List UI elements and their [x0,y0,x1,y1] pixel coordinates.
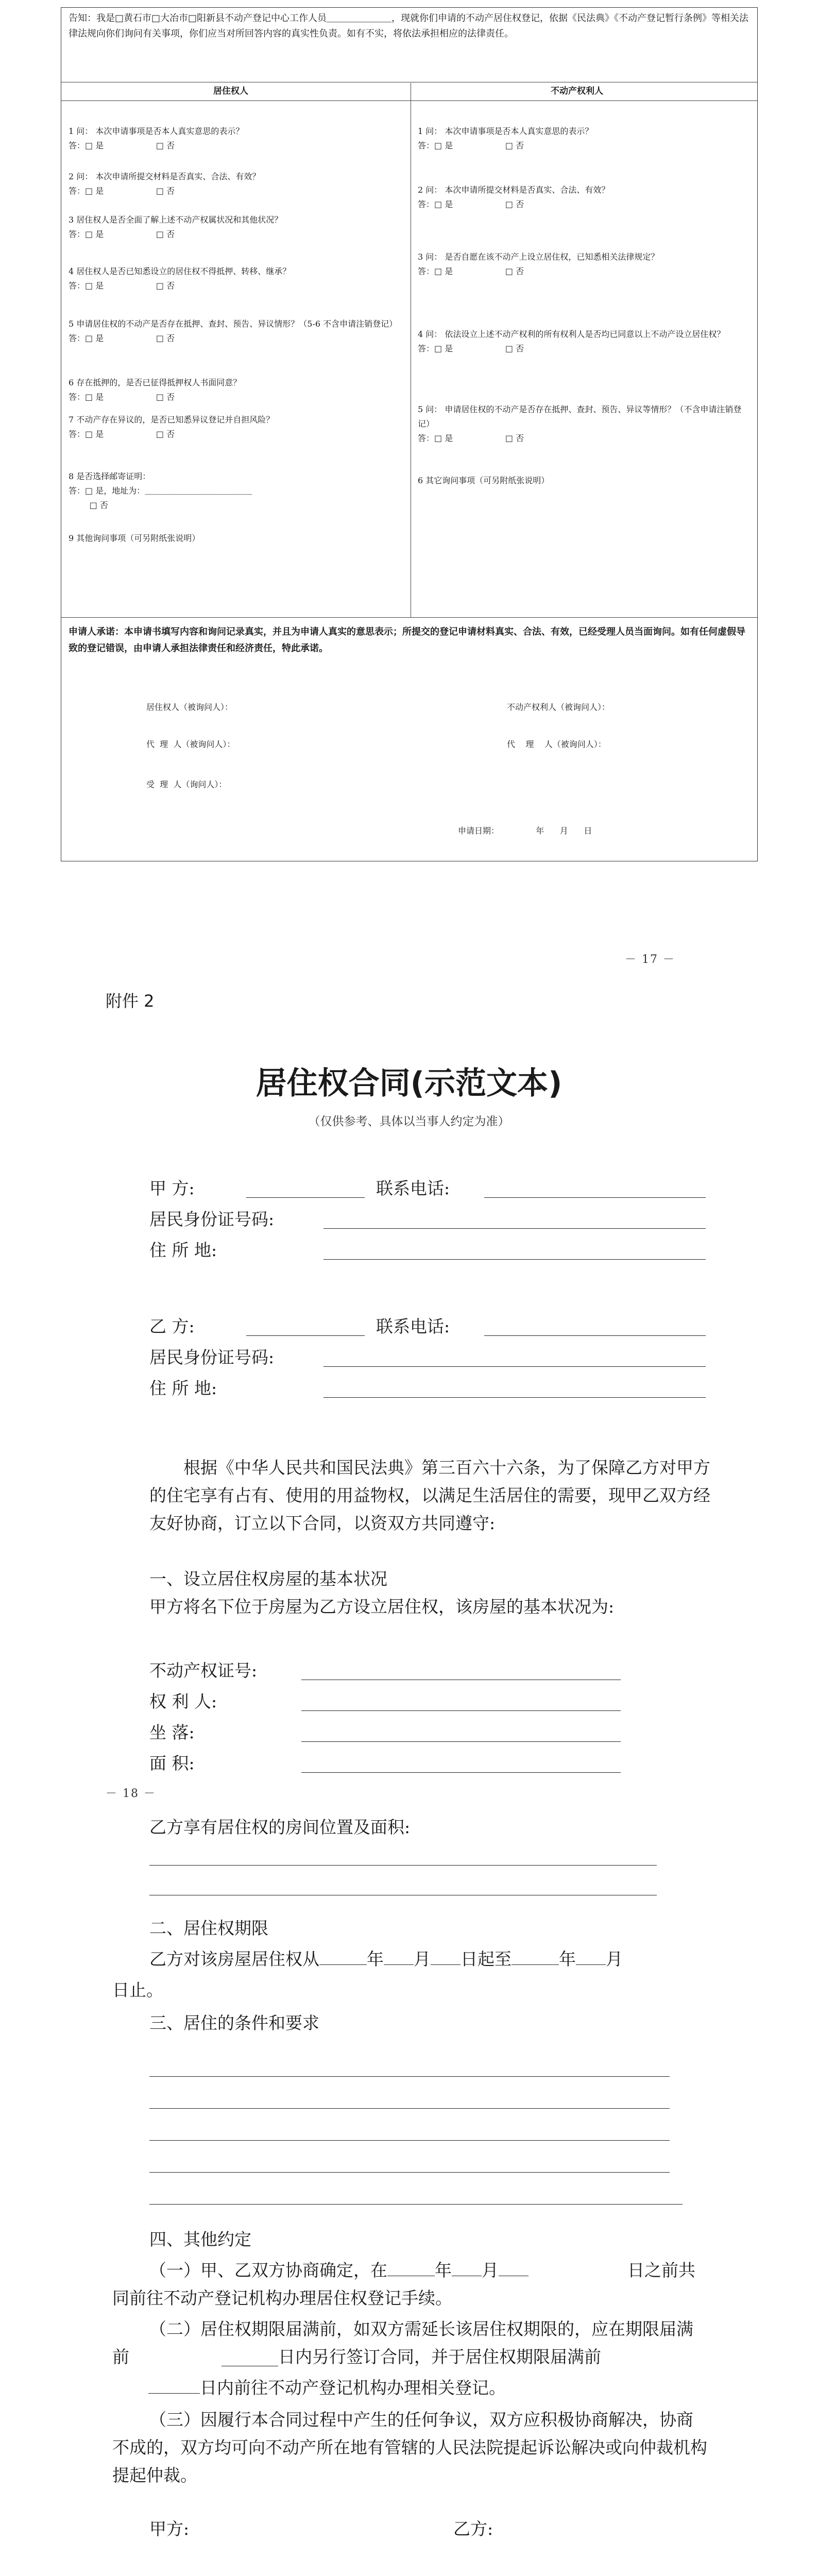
owner-label: 权 利 人: [149,1691,217,1711]
sig-owner: 不动产权利人（被询问人）： [507,702,610,712]
sign-party-b: 乙方: [453,2519,493,2539]
section-4-heading: 四、其他约定 [149,2229,251,2249]
party-a-id-field[interactable] [323,1228,706,1229]
party-b-address-field[interactable] [323,1397,706,1398]
question-text: 2 问： 本次申请所提交材料是否真实、合法、有效？ [69,172,261,181]
question-text: 1 问： 本次申请事项是否本人真实意思的表示？ [69,126,244,136]
left-q4 [69,264,403,293]
term-year-unit: 年 [367,1949,384,1969]
room-field-1[interactable] [149,1865,657,1866]
other-2-c: 日内前往不动产登记机构办理相关登记。 [200,2378,506,2398]
condition-field-2[interactable] [149,2108,670,2109]
reg-month-unit: 月 [482,2260,499,2280]
other-2-a: （二）居住权期限届满前，如双方需延长该居住权期限的，应在期限届满前 [112,2319,693,2367]
sig-agent-right: 代 理 人（被询问人）： [507,739,606,749]
left-q7 [69,413,403,442]
party-b-contact-label: 联系电话: [376,1316,450,1336]
term-prefix: 乙方对该房屋居住权从 [149,1949,319,1969]
section-1-text: 甲方将名下位于房屋为乙方设立居住权，该房屋的基本状况为: [149,1597,615,1617]
answer-options[interactable]: 答：□ 是，地址为：＿＿＿＿＿＿＿＿＿＿＿＿＿ □ 否 [69,486,252,510]
divider [61,617,757,618]
other-2-b: 日内另行签订合同，并于居住权期限届满前 [278,2347,601,2367]
answer-options[interactable]: 答：□ 是 □ 否 [69,141,175,150]
party-a-contact-label: 联系电话: [376,1178,450,1198]
party-b-id-label: 居民身份证号码: [149,1347,275,1367]
term-end: 日止。 [112,1980,163,2000]
left-q2 [69,170,403,198]
form-notice: 告知：我是□黄石市□大冶市□阳新县不动产登记中心工作人员＿＿＿＿＿＿＿，现就你们申请的不动产居住权登记，依据《民法典》《不动产登记暂行条例》等相关法律法规向你们询问有关事项，你们应当对所回答内容的真实性负责。如有不实，将依法承担相应的法律责任。 [69,13,749,39]
condition-field-3[interactable] [149,2140,670,2141]
question-text: 2 问： 本次申请所提交材料是否真实、合法、有效？ [418,185,610,195]
right-q3 [418,250,747,279]
answer-options[interactable]: 答：□ 是 □ 否 [418,344,524,353]
term-to: 日起至 [461,1949,512,1969]
question-text: 3 问： 是否自愿在该不动产上设立居住权，已知悉相关法律规定？ [418,252,659,262]
other-3: （三）因履行本合同过程中产生的任何争议，双方应积极协商解决，协商不成的，双方均可向不动产所在地有管辖的人民法院提起诉讼解决或向仲裁机构提起仲裁。 [112,2410,707,2485]
question-text: 5 问： 申请居住权的不动产是否存在抵押、查封、预告、异议等情形？（不含申请注销登记） [418,404,742,429]
reg-year-unit: 年 [435,2260,452,2280]
party-a-address-label: 住 所 地: [149,1240,217,1260]
section-2-heading: 二、居住权期限 [149,1918,268,1938]
party-b-field[interactable] [246,1335,365,1336]
contract-title: 居住权合同(示范文本) [255,1065,563,1101]
answer-options[interactable]: 答：□ 是 □ 否 [418,141,524,150]
divider [61,100,757,101]
party-a-contact-field[interactable] [484,1197,706,1198]
question-text: 4 居住权人是否已知悉设立的居住权不得抵押、转移、继承？ [69,266,291,276]
location-field[interactable] [301,1741,621,1742]
application-date: 申请日期： 年 月 日 [458,826,592,836]
left-column-header: 居住权人 [213,86,248,96]
area-label: 面 积: [149,1753,195,1773]
other-1-prefix: （一）甲、乙双方协商确定，在 [149,2260,387,2280]
left-q6 [69,376,403,404]
page-number: － 18 － [106,1787,156,1800]
answer-options[interactable]: 答：□ 是 □ 否 [69,229,175,239]
answer-options[interactable]: 答：□ 是 □ 否 [418,266,524,276]
answer-options[interactable]: 答：□ 是 □ 否 [418,199,524,209]
party-a-label: 甲 方: [149,1178,195,1198]
answer-options[interactable]: 答：□ 是 □ 否 [69,186,175,196]
left-q8 [69,469,403,513]
contract-preamble: 根据《中华人民共和国民法典》第三百六十六条，为了保障乙方对甲方的住宅享有占有、使用的用益物权，以满足生活居住的需要，现甲乙双方经友好协商，订立以下合同，以资双方共同遵守: [149,1458,710,1533]
start-month-field[interactable] [384,1950,414,1965]
party-a-field[interactable] [246,1197,365,1198]
answer-options[interactable]: 答：□ 是 □ 否 [69,392,175,402]
party-a-id-label: 居民身份证号码: [149,1209,275,1229]
condition-field-5[interactable] [149,2204,683,2205]
term-line [149,1945,711,1973]
left-q5 [69,317,403,346]
question-text: 4 问： 依法设立上述不动产权利的所有权利人是否均已同意以上不动产设立居住权？ [418,329,725,339]
question-text: 7 不动产存在异议的，是否已知悉异议登记并自担风险？ [69,415,275,425]
other-2-c-row [112,2374,506,2402]
end-year-field[interactable] [512,1950,559,1965]
question-text: 3 居住权人是否全面了解上述不动产权属状况和其他状况？ [69,215,283,225]
start-day-field[interactable] [431,1950,461,1965]
page-number: － 17 － [625,953,675,966]
term-year-unit-2: 年 [559,1949,576,1969]
section-3-heading: 三、居住的条件和要求 [149,2013,319,2033]
room-label: 乙方享有居住权的房间位置及面积: [149,1817,411,1837]
end-month-field[interactable] [576,1950,606,1965]
party-b-address-label: 住 所 地: [149,1378,217,1398]
left-q9 [69,531,403,546]
party-b-contact-field[interactable] [484,1335,706,1336]
area-field[interactable] [301,1772,621,1773]
right-q1 [418,124,747,153]
contract-subtitle: （仅供参考、具体以当事人约定为准） [308,1115,510,1128]
question-text: 5 申请居住权的不动产是否存在抵押、查封、预告、异议情形？（5-6 不含申请注销登记） [69,319,398,329]
party-a-address-field[interactable] [323,1259,706,1260]
left-q3 [69,213,403,242]
sig-agent-left: 代 理 人（被询问人）： [146,739,235,749]
expire-days-field[interactable] [148,2378,200,2394]
question-text: 8 是否选择邮寄证明： [69,471,151,481]
question-text: 6 其它询问事项（可另附纸张说明） [418,476,550,485]
right-q5 [418,402,747,446]
location-label: 坐 落: [149,1722,195,1742]
sign-party-a: 甲方: [149,2519,190,2539]
cert-label: 不动产权证号: [149,1660,258,1681]
answer-options[interactable]: 答：□ 是 □ 否 [69,281,175,291]
section-1-heading: 一、设立居住权房屋的基本状况 [149,1569,387,1589]
start-year-field[interactable] [319,1950,367,1965]
other-1-suffix: 日之前共同前往不动产登记机构办理居住权登记手续。 [112,2260,695,2308]
left-q1 [69,124,403,153]
term-month-unit: 月 [414,1949,431,1969]
right-column-header: 不动产权利人 [551,86,603,96]
owner-field[interactable] [301,1710,621,1711]
right-q6 [418,473,747,488]
party-b-id-field[interactable] [323,1366,706,1367]
inquiry-form [61,7,758,861]
answer-options[interactable]: 答：□ 是 □ 否 [69,429,175,439]
sig-resident: 居住权人（被询问人）： [146,702,233,712]
question-text: 6 存在抵押的，是否已征得抵押权人书面同意？ [69,378,242,387]
attachment-label: 附件 2 [106,991,155,1011]
right-q4 [418,327,747,356]
sig-receiver: 受 理 人（询问人）： [146,779,227,789]
term-month-unit-2: 月 [606,1949,623,1969]
question-text: 1 问： 本次申请事项是否本人真实意思的表示？ [418,126,593,136]
right-q2 [418,183,747,212]
question-text: 9 其他询问事项（可另附纸张说明） [69,533,200,543]
applicant-promise: 申请人承诺：本申请书填写内容和询问记录真实，并且为申请人真实的意思表示；所提交的登记申请材料真实、合法、有效，已经受理人员当面询问。如有任何虚假导致的登记错误，由申请人承担法律责任和经济责任，特此承诺。 [69,626,745,654]
party-b-label: 乙 方: [149,1316,195,1336]
answer-options[interactable]: 答：□ 是 □ 否 [418,433,524,443]
condition-field-1[interactable] [149,2076,670,2077]
condition-field-4[interactable] [149,2172,670,2173]
answer-options[interactable]: 答：□ 是 □ 否 [69,333,175,343]
